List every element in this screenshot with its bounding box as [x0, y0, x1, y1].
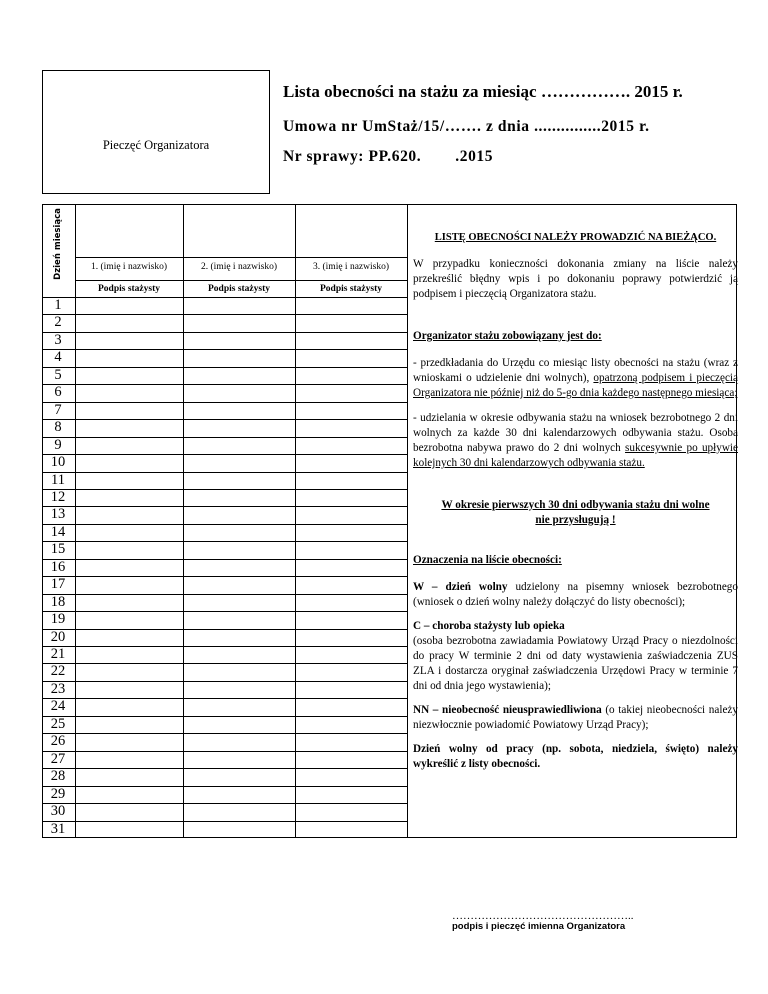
day-number: 14 [50, 523, 66, 540]
day-number: 2 [54, 314, 62, 331]
day-number: 15 [50, 541, 66, 558]
day-number: 3 [54, 331, 62, 348]
day-number: 26 [50, 733, 66, 750]
contract-line: Umowa nr UmStaż/15/……. z dnia ...............2015 r. [283, 118, 650, 135]
table-row-divider [43, 559, 407, 560]
table-row-divider [43, 419, 407, 420]
day-number: 5 [54, 366, 62, 383]
table-row-divider [43, 698, 407, 699]
signature-header-2: Podpis stażysty [207, 284, 271, 294]
duty-2: - udzielania w okresie odbywania stażu na wniosek bezrobotnego 2 dni wolnych za każde 30 dni kalendarzowych odbywania stażu. Osoba bezrobotna nabywa prawo do 2 dni wolnych sukcesywnie po upływie kolejnych 30 dni kalendarzowych odbywania stażu. [413, 412, 738, 469]
correction-text: W przypadku konieczności dokonania zmiany na liście należy przekreślić błędny wpis i po dokonaniu poprawy potwierdzić ją podpisem i pieczęcią Organizatora stażu. [413, 258, 738, 300]
table-row-divider [43, 472, 407, 473]
day-number: 25 [50, 715, 66, 732]
table-row-divider [43, 594, 407, 595]
table-row-divider [43, 629, 407, 630]
table-row-divider [43, 803, 407, 804]
table-row-divider [43, 733, 407, 734]
day-number: 11 [51, 471, 65, 488]
day-number: 22 [50, 663, 66, 680]
day-number: 16 [50, 558, 66, 575]
day-number: 4 [54, 349, 62, 366]
table-divider [183, 205, 184, 837]
table-row-divider [43, 576, 407, 577]
table-divider [75, 280, 407, 281]
table-row-divider [43, 681, 407, 682]
table-row-divider [43, 663, 407, 664]
name-header-2: 2. (imię i nazwisko) [201, 262, 277, 272]
table-row-divider [43, 751, 407, 752]
day-number: 19 [50, 611, 66, 628]
table-row-divider [43, 437, 407, 438]
table-row-divider [43, 541, 407, 542]
day-number: 27 [50, 750, 66, 767]
first-30-days-line-2: nie przysługują ! [535, 514, 616, 526]
day-number: 23 [50, 680, 66, 697]
day-number: 31 [50, 820, 66, 837]
case-suffix: .2015 [455, 148, 494, 165]
day-number: 18 [50, 593, 66, 610]
table-row-divider [43, 314, 407, 315]
legend-c: C – choroba stażysty lub opieka (osoba bezrobotna zawiadamia Powiatowy Urząd Pracy o niezdolności do pracy W terminie 2 dni od daty wystawienia zaświadczenia ZUS ZLA i dostarcza oryginał zaświadczenia Urzędowi Pracy w terminie 7 dni od dnia jego wystawienia); [413, 620, 738, 692]
day-number: 17 [50, 576, 66, 593]
table-row-divider [43, 454, 407, 455]
table-row-divider [43, 786, 407, 787]
table-divider [75, 257, 407, 258]
day-number: 30 [50, 803, 66, 820]
table-row-divider [43, 332, 407, 333]
table-row-divider [43, 646, 407, 647]
table-row-divider [43, 349, 407, 350]
signature-header-3: Podpis stażysty [319, 284, 383, 294]
day-number: 6 [54, 384, 62, 401]
table-row-divider [43, 768, 407, 769]
table-row-divider [43, 489, 407, 490]
day-number: 13 [50, 506, 66, 523]
stamp-label: Pieczęć Organizatora [102, 138, 210, 152]
page-title: Lista obecności na stażu za miesiąc ……………. 2015 r. [283, 82, 683, 101]
signature-line: ………………………………………….. [452, 910, 634, 922]
day-column-header: Dzień miesiąca [53, 208, 63, 280]
table-row-divider [43, 384, 407, 385]
organizer-heading: Organizator stażu zobowiązany jest do: [413, 330, 602, 342]
legend-nn: NN – nieobecność nieusprawiedliwiona (o takiej nieobecności należy niezwłocznie powiadomić Powiatowy Urząd Pracy); [413, 704, 738, 731]
day-number: 28 [50, 768, 66, 785]
table-row-divider [43, 716, 407, 717]
day-number: 1 [54, 297, 62, 313]
case-number-line [283, 148, 493, 166]
duty-1: - przedkładania do Urzędu co miesiąc listy obecności na stażu (wraz z wnioskami o udzielenie dni wolnych), opatrzoną podpisem i pieczęcią Organizatora nie później niż do 5-go dnia każdego następnego miesiąca; [413, 357, 738, 399]
table-divider [75, 205, 76, 837]
legend-heading: Oznaczenia na liście obecności: [413, 554, 562, 566]
table-row-divider [43, 367, 407, 368]
stamp-box [42, 70, 270, 194]
table-row-divider [43, 506, 407, 507]
table-divider [43, 297, 407, 298]
day-number: 20 [50, 628, 66, 645]
day-number: 21 [50, 646, 66, 662]
day-number: 8 [54, 419, 62, 436]
name-header-3: 3. (imię i nazwisko) [313, 262, 389, 272]
legend-w: W – dzień wolny udzielony na pisemny wniosek bezrobotnego (wniosek o dzień wolny należy dołączyć do listy obecności); [413, 581, 738, 608]
table-divider [295, 205, 296, 837]
case-prefix: Nr sprawy: PP.620. [283, 148, 422, 165]
signature-caption: podpis i pieczęć imienna Organizatora [452, 921, 626, 932]
name-header-1: 1. (imię i nazwisko) [91, 262, 167, 272]
table-row-divider [43, 821, 407, 822]
day-number: 29 [50, 785, 66, 802]
day-number: 10 [50, 454, 66, 471]
table-row-divider [43, 611, 407, 612]
instructions-heading: LISTĘ OBECNOŚCI NALEŻY PROWADZIĆ NA BIEŻĄCO. [434, 232, 717, 243]
table-divider [407, 205, 408, 837]
table-row-divider [43, 524, 407, 525]
day-number: 9 [54, 436, 62, 453]
signature-header-1: Podpis stażysty [97, 284, 161, 294]
instructions-panel [413, 208, 738, 772]
first-30-days-line-1: W okresie pierwszych 30 dni odbywania stażu dni wolne [441, 499, 710, 511]
day-number: 24 [50, 698, 66, 715]
table-row-divider [43, 402, 407, 403]
day-number: 7 [54, 401, 62, 418]
day-number: 12 [50, 488, 66, 505]
day-off-note: Dzień wolny od pracy (np. sobota, niedziela, święto) należy wykreślić z listy obecności. [413, 743, 738, 770]
